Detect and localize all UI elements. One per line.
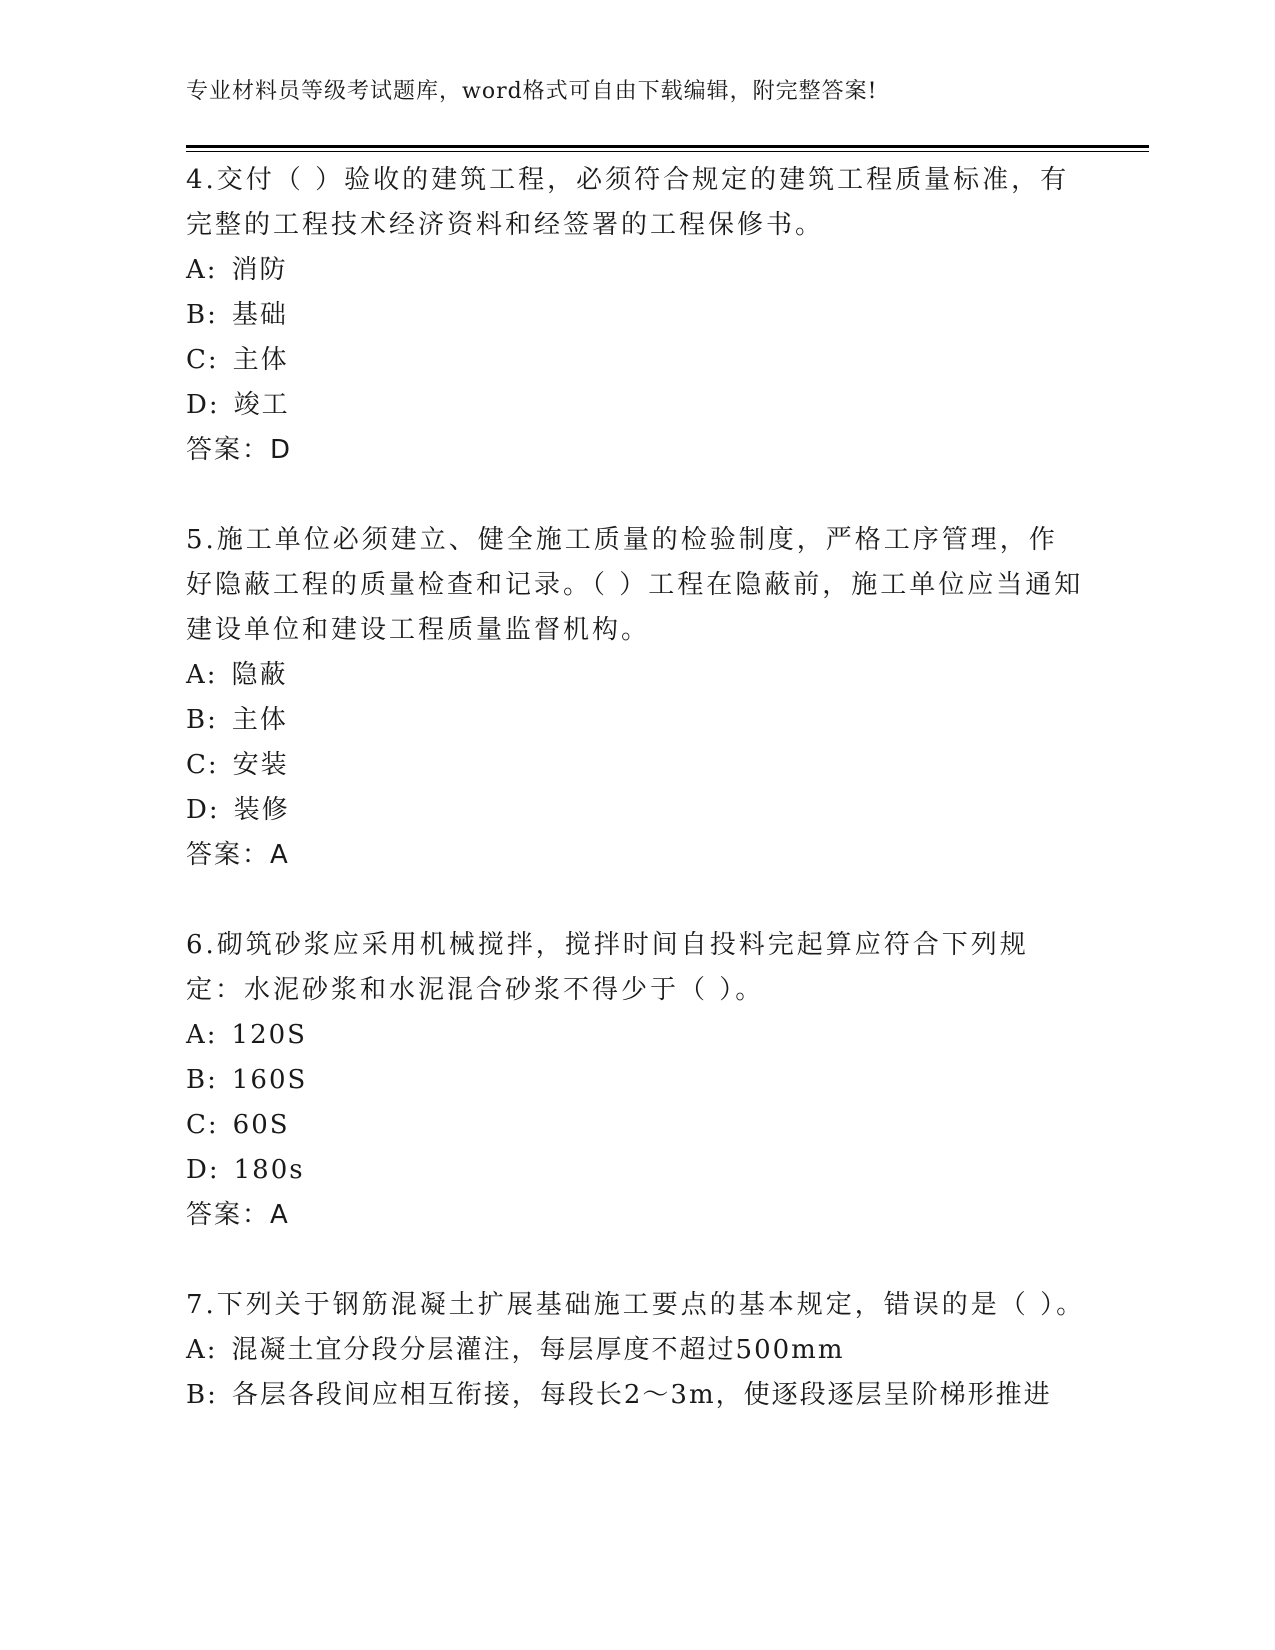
answer-line: 答案：A [186, 840, 290, 870]
spacer [186, 473, 1086, 518]
option-text: 竣工 [233, 390, 290, 420]
option-letter: C: [186, 345, 219, 375]
option-text: 安装 [232, 750, 289, 780]
question-stem: 6.砌筑砂浆应采用机械搅拌，搅拌时间自投料完起算应符合下列规定：水泥砂浆和水泥混合砂浆不得少于（ ）。 [186, 930, 1029, 1005]
option-letter: B: [186, 1065, 218, 1095]
option-text: 主体 [232, 345, 289, 375]
option-letter: C: [186, 750, 219, 780]
option-letter: B: [186, 1380, 218, 1410]
option-text: 60S [232, 1110, 290, 1140]
option-text: 各层各段间应相互衔接，每段长2～3m，使逐段逐层呈阶梯形推进 [231, 1380, 1052, 1410]
option-b [186, 293, 1086, 338]
question-7 [186, 1283, 1086, 1418]
option-text: 180s [233, 1155, 305, 1185]
spacer [186, 1238, 1086, 1283]
option-a [186, 1328, 1086, 1373]
question-5 [186, 518, 1086, 878]
option-b [186, 1373, 1086, 1418]
option-b [186, 1058, 1086, 1103]
option-text: 主体 [231, 705, 288, 735]
question-list [186, 158, 1086, 1418]
option-c [186, 1103, 1086, 1148]
question-6 [186, 923, 1086, 1238]
option-text: 装修 [233, 795, 290, 825]
option-letter: A: [186, 255, 218, 285]
option-d [186, 788, 1086, 833]
option-c [186, 743, 1086, 788]
option-letter: D: [186, 390, 220, 420]
option-letter: A: [186, 660, 218, 690]
option-letter: B: [186, 705, 218, 735]
option-b [186, 698, 1086, 743]
question-4 [186, 158, 1086, 473]
option-a [186, 653, 1086, 698]
option-text: 160S [231, 1065, 308, 1095]
answer-line: 答案：A [186, 1200, 290, 1230]
header-rule-thin [186, 151, 1149, 152]
option-a [186, 1013, 1086, 1058]
header-rule-thick [186, 145, 1149, 148]
option-letter: D: [186, 795, 220, 825]
option-letter: B: [186, 300, 218, 330]
option-a [186, 248, 1086, 293]
option-d [186, 1148, 1086, 1193]
option-d [186, 383, 1086, 428]
option-letter: A: [186, 1335, 218, 1365]
page-header: 专业材料员等级考试题库，word格式可自由下载编辑，附完整答案! [186, 79, 878, 104]
option-text: 隐蔽 [231, 660, 288, 690]
question-stem: 5.施工单位必须建立、健全施工质量的检验制度，严格工序管理，作好隐蔽工程的质量检查和记录。（ ）工程在隐蔽前，施工单位应当通知建设单位和建设工程质量监督机构。 [186, 525, 1084, 645]
question-stem: 4.交付（ ）验收的建筑工程，必须符合规定的建筑工程质量标准，有完整的工程技术经济资料和经签署的工程保修书。 [186, 165, 1070, 240]
spacer [186, 878, 1086, 923]
option-c [186, 338, 1086, 383]
option-letter: D: [186, 1155, 220, 1185]
answer-line: 答案：D [186, 435, 293, 465]
option-letter: A: [186, 1020, 218, 1050]
option-text: 消防 [231, 255, 288, 285]
option-text: 基础 [231, 300, 288, 330]
option-text: 120S [231, 1020, 307, 1050]
option-letter: C: [186, 1110, 219, 1140]
question-stem: 7.下列关于钢筋混凝土扩展基础施工要点的基本规定，错误的是（ ）。 [186, 1290, 1086, 1320]
option-text: 混凝土宜分段分层灌注，每层厚度不超过500mm [231, 1335, 845, 1365]
